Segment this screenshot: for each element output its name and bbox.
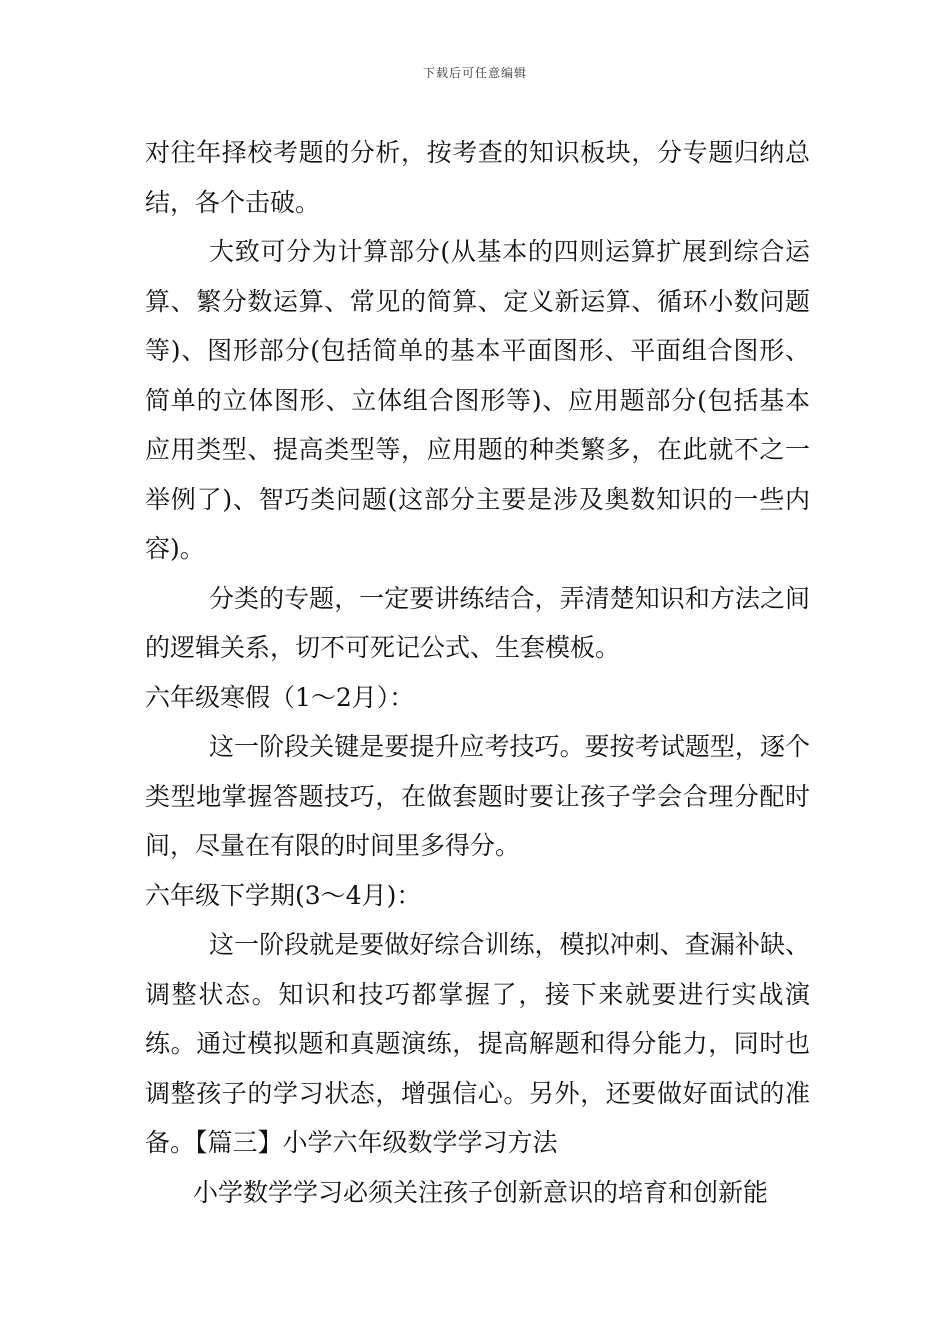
paragraph-spring: 这一阶段就是要做好综合训练，模拟冲刺、查漏补缺、调整状态。知识和技巧都掌握了，接下来就要进行实战演练。通过模拟题和真题演练，提高解题和得分能力，同时也调整孩子的学习状态，增强信心。另外，还要做好面试的准备。【篇三】小学六年级数学学习方法 xyxy=(145,930,810,1157)
paragraph-topics: 大致可分为计算部分(从基本的四则运算扩展到综合运算、繁分数运算、常见的简算、定义新运算、循环小数问题等)、图形部分(包括简单的基本平面图形、平面组合图形、简单的立体图形、立体组合图形等)、应用题部分(包括基本应用类型、提高类型等，应用题的种类繁多，在此就不之一举例了)、智巧类问题(这部分主要是涉及奥数知识的一些内容)。 xyxy=(145,237,810,563)
section-heading-spring: 六年级下学期(3～4月)： xyxy=(145,880,422,910)
paragraph-innovation: 小学数学学习必须关注孩子创新意识的培育和创新能 xyxy=(193,1177,769,1207)
paragraph-continuation: 对往年择校考题的分析，按考查的知识板块，分专题归纳总结，各个击破。 xyxy=(145,138,810,217)
section-heading-winter: 六年级寒假（1～2月）： xyxy=(145,682,415,712)
paragraph-practice: 分类的专题，一定要讲练结合，弄清楚知识和方法之间的逻辑关系，切不可死记公式、生套模板。 xyxy=(145,583,810,662)
document-body xyxy=(145,128,810,1217)
page-header: 下载后可任意编辑 xyxy=(422,66,527,80)
paragraph-winter: 这一阶段关键是要提升应考技巧。要按考试题型，逐个类型地掌握答题技巧，在做套题时要让孩子学会合理分配时间，尽量在有限的时间里多得分。 xyxy=(145,732,810,860)
